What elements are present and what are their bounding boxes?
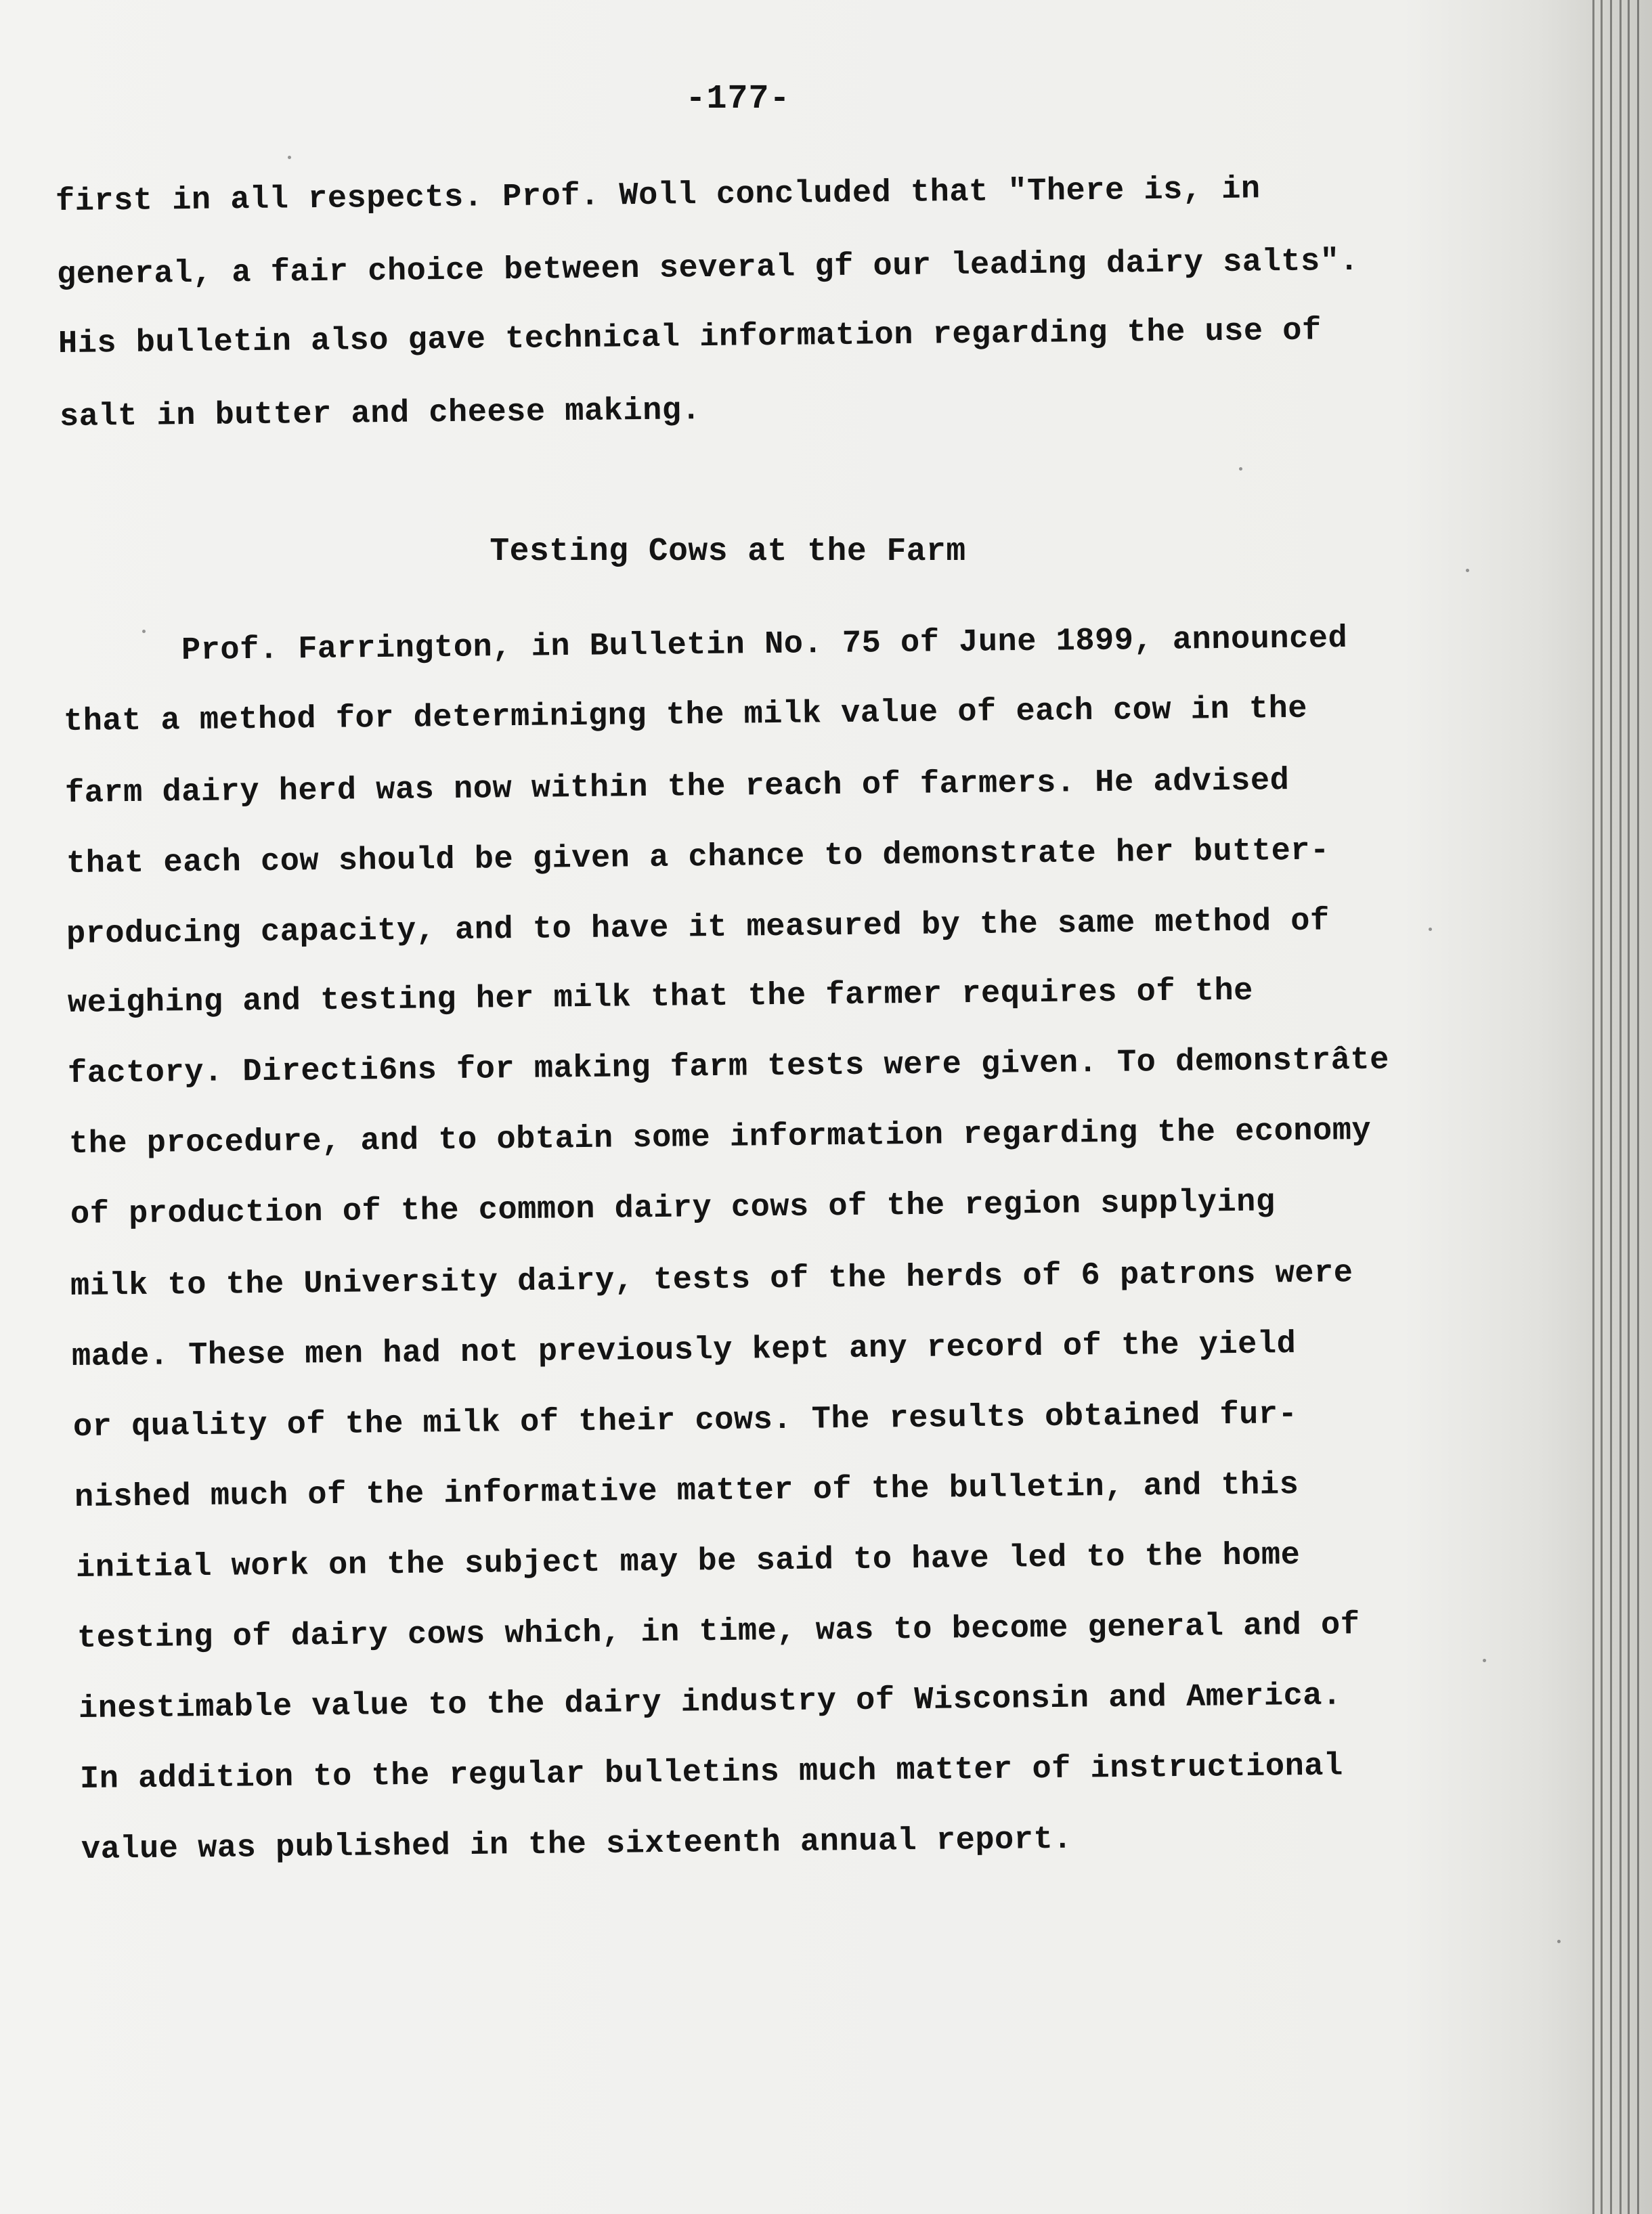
paragraph-line: salt in butter and cheese making.	[59, 393, 701, 435]
paragraph-line: made. These men had not previously kept any record of the yield	[71, 1326, 1297, 1375]
paragraph-line: testing of dairy cows which, in time, was to become general and of	[77, 1607, 1360, 1657]
paragraph-line: value was published in the sixteenth annual report.	[81, 1821, 1073, 1868]
paragraph-line: producing capacity, and to have it measured by the same method of	[66, 903, 1330, 953]
scan-speck	[288, 156, 291, 159]
paragraph-line: first in all respects. Prof. Woll concluded that "There is, in	[55, 171, 1261, 220]
paragraph-line: factory. Directi6ns for making farm tests were given. To demonstrâte	[67, 1042, 1390, 1092]
page-number: -177-	[685, 80, 791, 118]
scan-speck	[1429, 928, 1432, 931]
paragraph-line: nished much of the informative matter of the bulletin, and this	[74, 1467, 1299, 1516]
paragraph-line: or quality of the milk of their cows. The results obtained fur-	[72, 1397, 1298, 1446]
paragraph-line: Prof. Farrington, in Bulletin No. 75 of June 1899, announced	[181, 620, 1348, 669]
paragraph-line: farm dairy herd was now within the reach of farmers. He advised	[64, 763, 1290, 812]
scan-speck	[1239, 467, 1242, 471]
paragraph-line: initial work on the subject may be said to have led to the home	[75, 1538, 1301, 1586]
page-edge-border	[1592, 0, 1594, 2214]
paragraph-line: of production of the common dairy cows of the region supplying	[70, 1184, 1276, 1233]
page-edge-border	[1610, 0, 1612, 2214]
scan-speck	[1483, 1659, 1486, 1662]
scan-speck	[142, 630, 146, 633]
paragraph-line: the procedure, and to obtain some information regarding the economy	[68, 1112, 1372, 1163]
paragraph-line: inestimable value to the dairy industry of Wisconsin and America.	[78, 1678, 1342, 1727]
paragraph-line: that each cow should be given a chance to demonstrate her butter-	[66, 833, 1330, 882]
paragraph-line: that a method for determinigng the milk value of each cow in the	[63, 691, 1308, 740]
page-edge-border	[1601, 0, 1603, 2214]
page-edge-border	[1628, 0, 1630, 2214]
scan-speck	[1466, 569, 1469, 572]
paragraph-line: milk to the University dairy, tests of the herds of 6 patrons were	[70, 1255, 1353, 1305]
paragraph-line: His bulletin also gave technical information regarding the use of	[58, 313, 1322, 362]
page-edge-border	[1620, 0, 1622, 2214]
page-edge-border	[1637, 0, 1639, 2214]
paragraph-line: weighing and testing her milk that the farmer requires of the	[67, 973, 1254, 1022]
section-heading: Testing Cows at the Farm	[490, 534, 966, 570]
paragraph-line: In addition to the regular bulletins much matter of instructional	[79, 1748, 1343, 1798]
scan-speck	[1557, 1940, 1561, 1943]
paragraph-line: general, a fair choice between several gf our leading dairy salts".	[56, 243, 1360, 293]
